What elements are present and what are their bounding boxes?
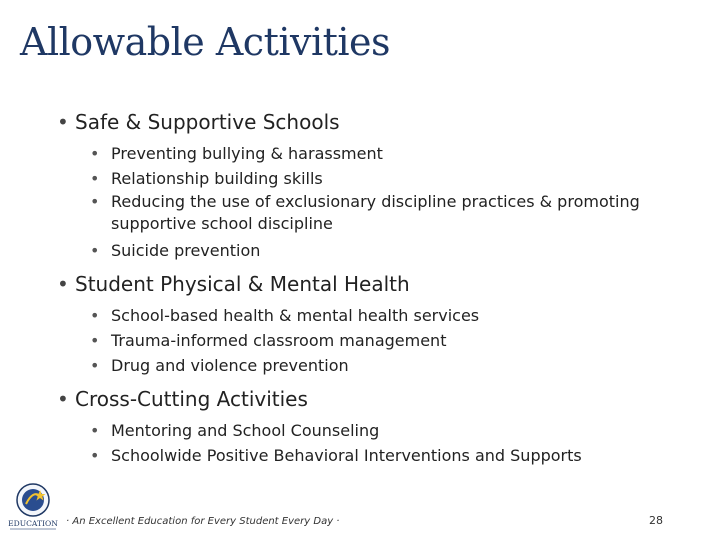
section-heading: • Student Physical & Mental Health <box>55 270 695 298</box>
logo-text: EDUCATION <box>8 519 58 528</box>
bullet-list <box>55 303 695 378</box>
list-item: • Trauma-informed classroom management <box>81 328 695 353</box>
page-number: 28 <box>649 514 663 527</box>
slide-body <box>55 108 695 475</box>
section-heading: • Cross-Cutting Activities <box>55 385 695 413</box>
list-item: • Relationship building skills <box>81 166 695 191</box>
section-heading: • Safe & Supportive Schools <box>55 108 695 136</box>
section-safe-supportive <box>55 108 695 263</box>
list-item: • Suicide prevention <box>81 238 695 263</box>
slide-title: Allowable Activities <box>20 20 391 64</box>
list-item: • School-based health & mental health services <box>81 303 695 328</box>
bullet-list <box>55 141 695 263</box>
list-item: • Reducing the use of exclusionary discipline practices & promoting supportive school discipline <box>81 191 695 235</box>
section-cross-cutting <box>55 385 695 468</box>
list-item: • Schoolwide Positive Behavioral Interventions and Supports <box>81 443 695 468</box>
section-physical-mental-health <box>55 270 695 378</box>
bullet-list <box>55 418 695 468</box>
list-item: • Preventing bullying & harassment <box>81 141 695 166</box>
list-item: • Mentoring and School Counseling <box>81 418 695 443</box>
list-item: • Drug and violence prevention <box>81 353 695 378</box>
education-logo-icon <box>4 482 62 534</box>
footer-tagline: · An Excellent Education for Every Student Every Day · <box>66 516 340 527</box>
